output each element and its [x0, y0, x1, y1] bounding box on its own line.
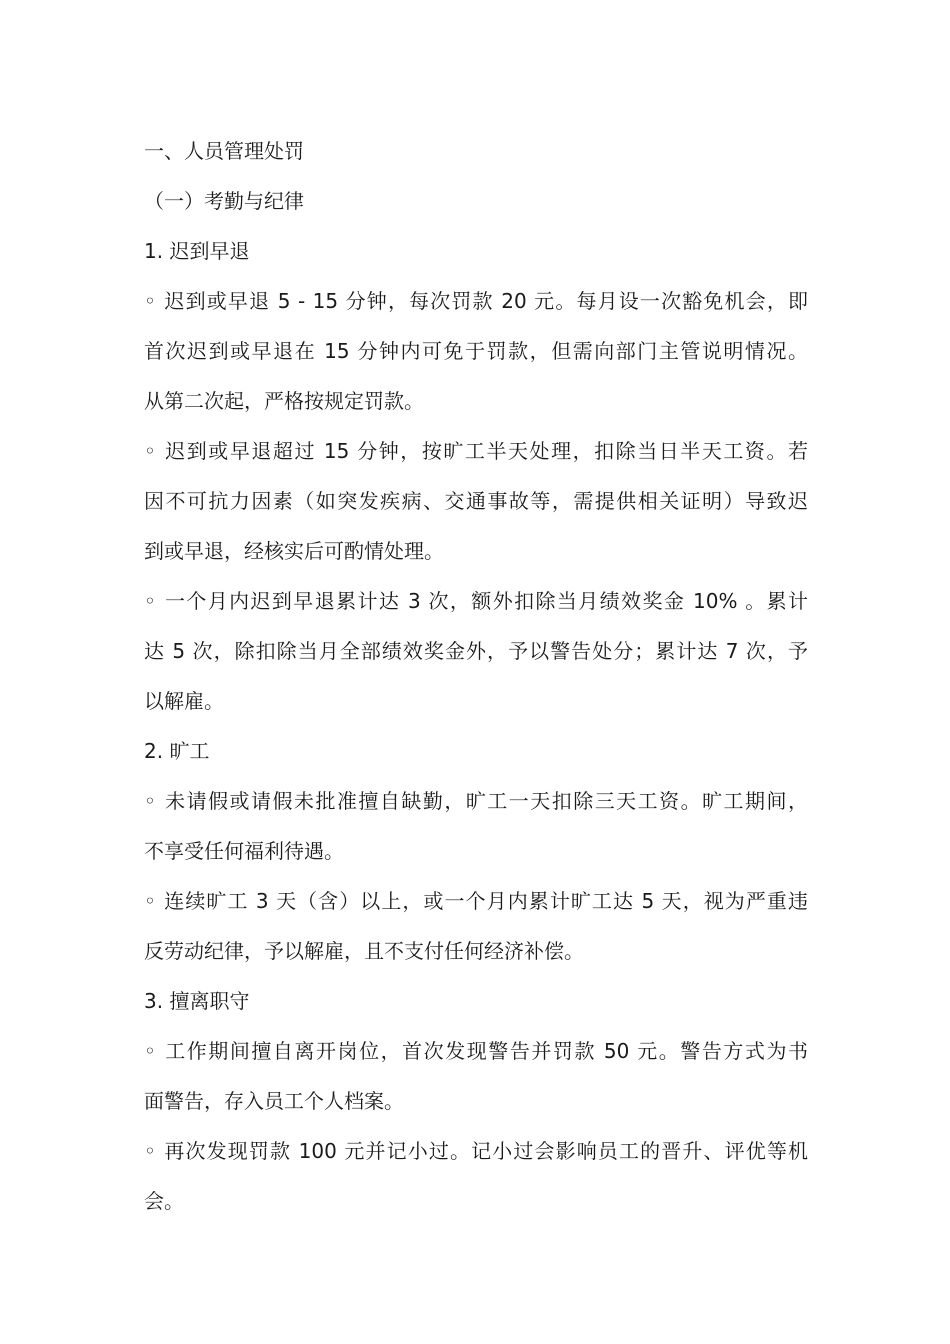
text-line: ◦ 再次发现罚款 100 元并记小过。记小过会影响员工的晋升、评优等机 [144, 1139, 808, 1163]
text-line: 1. 迟到早退 [144, 239, 250, 263]
document-body [144, 126, 808, 1226]
text-line: 3. 擅离职守 [144, 989, 250, 1013]
text-line: 以解雇。 [144, 689, 224, 713]
text-line: 会。 [144, 1189, 184, 1213]
text-line: ◦ 连续旷工 3 天（含）以上，或一个月内累计旷工达 5 天，视为严重违 [144, 889, 808, 913]
text-line: 不享受任何福利待遇。 [144, 839, 344, 863]
text-line: （一）考勤与纪律 [144, 189, 304, 213]
text-line: ◦ 迟到或早退 5 - 15 分钟，每次罚款 20 元。每月设一次豁免机会，即 [144, 289, 808, 313]
text-line: 首次迟到或早退在 15 分钟内可免于罚款，但需向部门主管说明情况。 [144, 339, 808, 363]
text-line: 面警告，存入员工个人档案。 [144, 1089, 404, 1113]
text-line: 一、人员管理处罚 [144, 139, 304, 163]
text-line: 反劳动纪律，予以解雇，且不支付任何经济补偿。 [144, 939, 584, 963]
text-line: ◦ 未请假或请假未批准擅自缺勤，旷工一天扣除三天工资。旷工期间， [144, 789, 808, 813]
text-line: ◦ 工作期间擅自离开岗位，首次发现警告并罚款 50 元。警告方式为书 [144, 1039, 808, 1063]
text-line: 从第二次起，严格按规定罚款。 [144, 389, 424, 413]
text-line: 达 5 次，除扣除当月全部绩效奖金外，予以警告处分；累计达 7 次，予 [144, 639, 808, 663]
text-line: 2. 旷工 [144, 739, 210, 763]
text-line: 到或早退，经核实后可酌情处理。 [144, 539, 444, 563]
text-line: ◦ 一个月内迟到早退累计达 3 次，额外扣除当月绩效奖金 10% 。累计 [144, 589, 808, 613]
text-line: 因不可抗力因素（如突发疾病、交通事故等，需提供相关证明）导致迟 [144, 489, 808, 513]
text-line: ◦ 迟到或早退超过 15 分钟，按旷工半天处理，扣除当日半天工资。若 [144, 439, 808, 463]
